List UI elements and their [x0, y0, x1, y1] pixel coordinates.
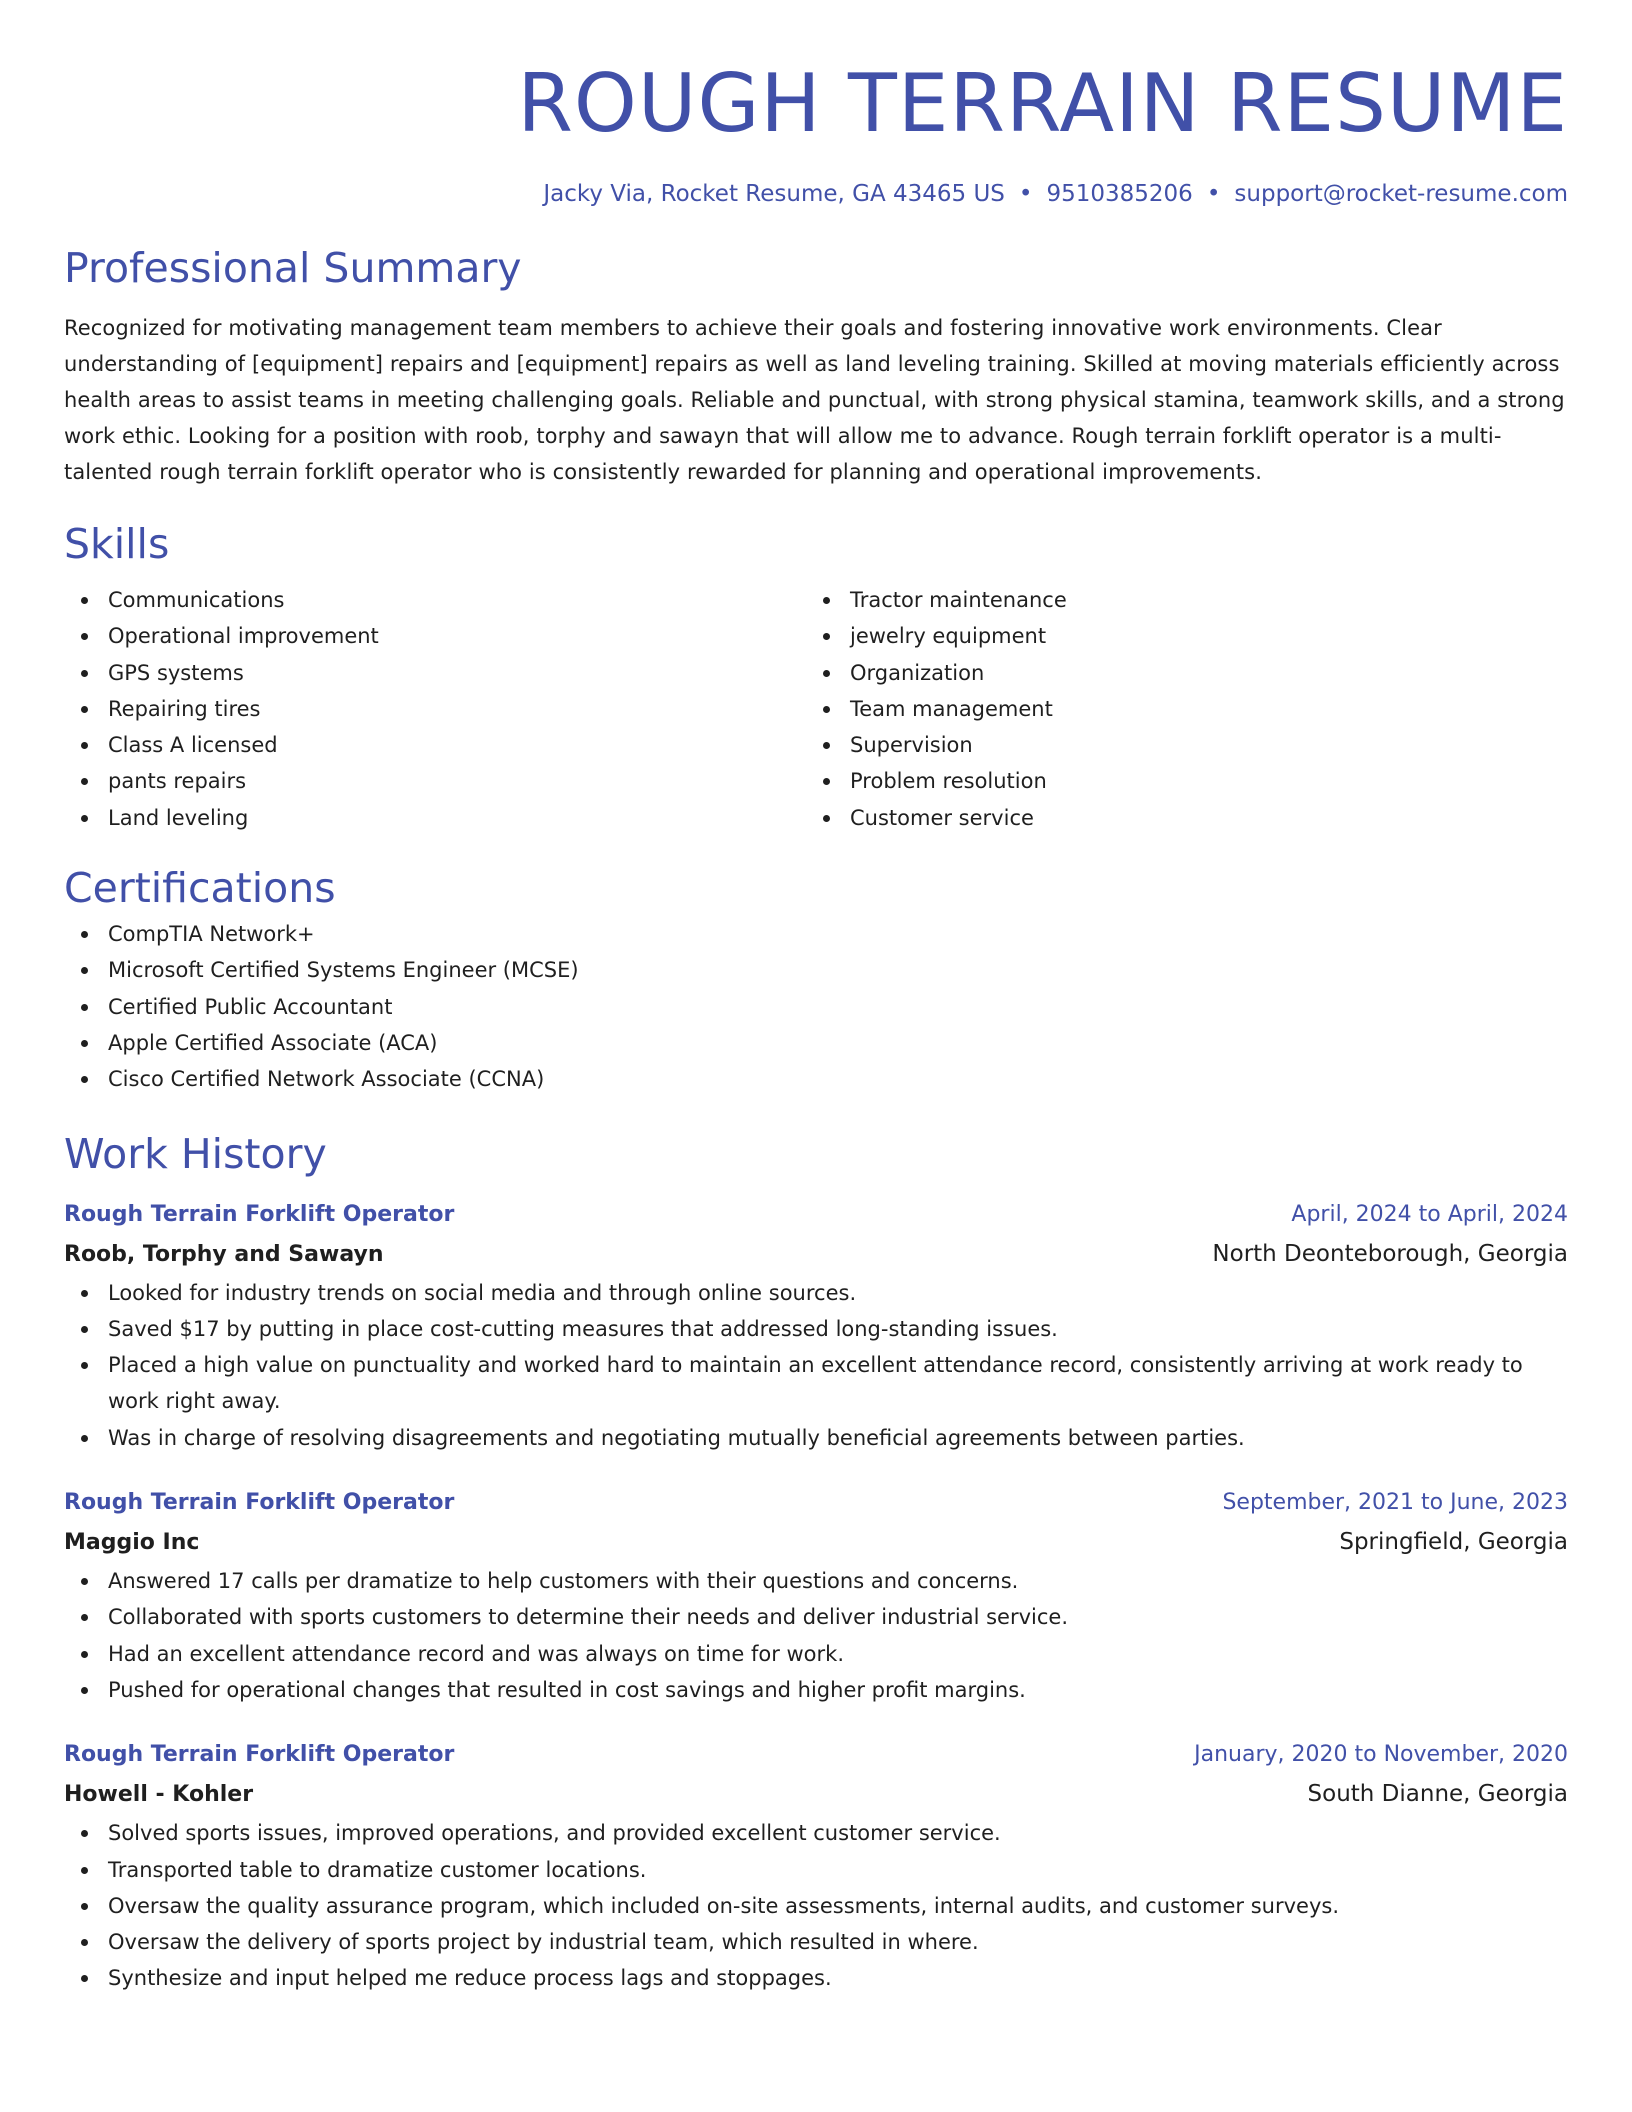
certification-item: Apple Certified Associate (ACA) — [108, 1025, 1568, 1061]
skill-item: Class A licensed — [108, 727, 806, 763]
job-company-row — [64, 1774, 1568, 1815]
skill-item: Organization — [850, 655, 1548, 691]
job-dates: January, 2020 to November, 2020 — [1194, 1742, 1568, 1768]
job-bullet: Collaborated with sports customers to determine their needs and deliver industrial service. — [108, 1599, 1568, 1635]
skill-item: Repairing tires — [108, 691, 806, 727]
skills-heading: Skills — [64, 520, 170, 568]
certification-item: Cisco Certified Network Associate (CCNA) — [108, 1061, 1568, 1097]
contact-address: Jacky Via, Rocket Resume, GA 43465 US — [543, 181, 1005, 207]
skill-item: jewelry equipment — [850, 618, 1548, 654]
job-bullet: Saved $17 by putting in place cost-cutting measures that addressed long-standing issues. — [108, 1311, 1568, 1347]
certification-item: Certified Public Accountant — [108, 989, 1568, 1025]
job-location: North Deonteborough, Georgia — [1212, 1240, 1568, 1267]
skill-item: Problem resolution — [850, 763, 1548, 799]
skill-item: Team management — [850, 691, 1548, 727]
resume-title: ROUGH TERRAIN RESUME — [517, 57, 1568, 150]
skills-list-right — [806, 582, 1548, 836]
job-bullet: Solved sports issues, improved operations, and provided excellent customer service. — [108, 1815, 1568, 1851]
skill-item: Customer service — [850, 800, 1548, 836]
skills-column-right — [806, 582, 1548, 836]
job-bullet: Oversaw the quality assurance program, which included on-site assessments, internal audits, and customer surveys. — [108, 1888, 1568, 1924]
job-bullet: Was in charge of resolving disagreements and negotiating mutually beneficial agreements between parties. — [108, 1420, 1568, 1456]
job-bullet: Looked for industry trends on social media and through online sources. — [108, 1275, 1568, 1311]
job-company: Howell - Kohler — [64, 1782, 254, 1808]
job-bullets — [64, 1563, 1568, 1708]
contact-separator: • — [1206, 181, 1221, 207]
job-bullet: Pushed for operational changes that resulted in cost savings and higher profit margins. — [108, 1672, 1568, 1708]
skill-item: Tractor maintenance — [850, 582, 1548, 618]
job-company: Roob, Torphy and Sawayn — [64, 1241, 384, 1267]
certification-item: Microsoft Certified Systems Engineer (MCSE) — [108, 952, 1568, 988]
job-entry — [64, 1736, 1568, 1996]
skill-item: GPS systems — [108, 655, 806, 691]
contact-email[interactable]: support@rocket-resume.com — [1234, 181, 1568, 207]
job-company-row — [64, 1522, 1568, 1563]
job-title: Rough Terrain Forklift Operator — [64, 1742, 455, 1768]
contact-phone: 9510385206 — [1046, 181, 1193, 207]
certifications-list — [64, 916, 1568, 1097]
job-bullet: Had an excellent attendance record and was always on time for work. — [108, 1636, 1568, 1672]
job-entry — [64, 1484, 1568, 1708]
job-dates: September, 2021 to June, 2023 — [1222, 1490, 1568, 1516]
contact-separator: • — [1018, 181, 1033, 207]
job-bullet: Synthesize and input helped me reduce process lags and stoppages. — [108, 1960, 1568, 1996]
job-title: Rough Terrain Forklift Operator — [64, 1490, 455, 1516]
job-entry — [64, 1196, 1568, 1456]
skills-grid — [64, 582, 1568, 836]
job-location: South Dianne, Georgia — [1307, 1781, 1568, 1808]
skill-item: pants repairs — [108, 763, 806, 799]
job-title: Rough Terrain Forklift Operator — [64, 1201, 455, 1227]
job-bullet: Answered 17 calls per dramatize to help customers with their questions and concerns. — [108, 1563, 1568, 1599]
summary-text: Recognized for motivating management team members to achieve their goals and fostering innovative work environments. Clear understanding of [equipment] repairs and [equipment] repairs as well as land leveling training. Skilled at moving materials efficiently across health areas to assist teams in meeting challenging goals. Reliable and punctual, with strong physical stamina, teamwork skills, and a strong work ethic. Looking for a position with roob, torphy and sawayn that will allow me to advance. Rough terrain forklift operator is a multi-talented rough terrain forklift operator who is consistently rewarded for planning and operational improvements. — [64, 316, 1565, 484]
skill-item: Communications — [108, 582, 806, 618]
job-header-row — [64, 1484, 1568, 1522]
job-bullets — [64, 1815, 1568, 1996]
job-location: Springfield, Georgia — [1339, 1529, 1568, 1556]
job-dates: April, 2024 to April, 2024 — [1291, 1201, 1568, 1227]
job-company: Maggio Inc — [64, 1530, 200, 1556]
job-bullet: Oversaw the delivery of sports project by industrial team, which resulted in where. — [108, 1924, 1568, 1960]
job-header-row — [64, 1736, 1568, 1774]
job-bullet: Placed a high value on punctuality and worked hard to maintain an excellent attendance record, consistently arriving at work ready to work right away. — [108, 1347, 1568, 1420]
job-header-row — [64, 1196, 1568, 1234]
certifications-heading: Certifications — [64, 864, 336, 913]
skill-item: Land leveling — [108, 800, 806, 836]
job-company-row — [64, 1234, 1568, 1275]
job-bullet: Transported table to dramatize customer locations. — [108, 1852, 1568, 1888]
skills-list-left — [64, 582, 806, 836]
summary-heading: Professional Summary — [64, 244, 522, 292]
contact-info — [64, 178, 1568, 210]
skill-item: Operational improvement — [108, 618, 806, 654]
work-history-heading: Work History — [64, 1129, 327, 1178]
skills-column-left — [64, 582, 806, 836]
job-bullets — [64, 1275, 1568, 1456]
skill-item: Supervision — [850, 727, 1548, 763]
certification-item: CompTIA Network+ — [108, 916, 1568, 952]
